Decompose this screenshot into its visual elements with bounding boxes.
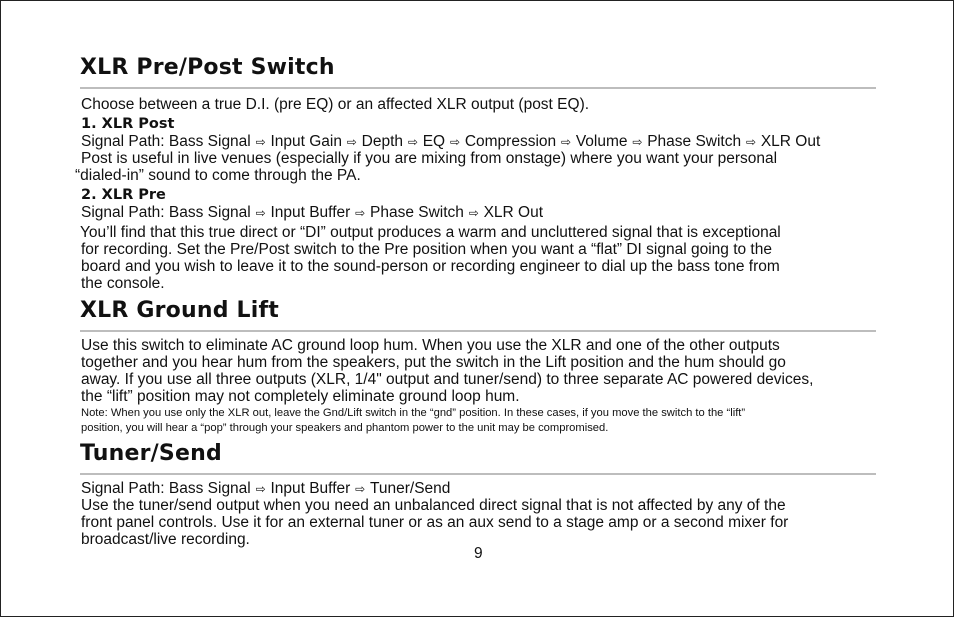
pre-description-line: board and you wish to leave it to the sound-person or recording engineer to dial up the bass tone from — [81, 258, 780, 275]
pre-description-line: for recording. Set the Pre/Post switch to the Pre position when you want a “flat” DI signal going to the — [81, 241, 772, 258]
right-arrow-icon: ⇨ — [446, 135, 464, 149]
right-arrow-icon: ⇨ — [557, 135, 575, 149]
ground-lift-note-line: position, you will hear a “pop” through your speakers and phantom power to the unit may be compromised. — [81, 422, 609, 434]
section-title-xlr-pre-post: XLR Pre/Post Switch — [80, 55, 335, 80]
signal-path-step: Tuner/Send — [369, 480, 451, 497]
signal-path-step: Input Gain — [270, 133, 342, 150]
right-arrow-icon: ⇨ — [351, 482, 369, 496]
section-rule — [80, 330, 876, 332]
signal-path-step: XLR Out — [760, 133, 821, 150]
signal-path-step: Volume — [575, 133, 628, 150]
section-rule — [80, 87, 876, 89]
signal-path-step: EQ — [422, 133, 446, 150]
right-arrow-icon: ⇨ — [251, 135, 270, 149]
section-title-tuner-send: Tuner/Send — [80, 441, 222, 466]
signal-path-step: Phase Switch — [647, 133, 742, 150]
post-description-line: Post is useful in live venues (especially if you are mixing from onstage) where you want your personal — [81, 150, 778, 167]
ground-lift-note-line: Note: When you use only the XLR out, leave the Gnd/Lift switch in the “gnd” position. In these cases, if you move the switch to the “lift” — [81, 407, 746, 419]
signal-path-step: Input Buffer — [270, 480, 351, 497]
right-arrow-icon: ⇨ — [742, 135, 760, 149]
right-arrow-icon: ⇨ — [342, 135, 361, 149]
tuner-body-line: broadcast/live recording. — [81, 531, 250, 548]
right-arrow-icon: ⇨ — [464, 206, 483, 220]
signal-path-pre — [81, 204, 543, 222]
right-arrow-icon: ⇨ — [251, 206, 270, 220]
signal-path-step: Signal Path: Bass Signal — [81, 480, 251, 497]
signal-path-step: Signal Path: Bass Signal — [81, 204, 251, 221]
tuner-body-line: Use the tuner/send output when you need an unbalanced direct signal that is not affected by any of the — [81, 497, 786, 514]
signal-path-tuner — [81, 480, 450, 498]
signal-path-step: XLR Out — [483, 204, 544, 221]
page-number: 9 — [474, 545, 483, 562]
right-arrow-icon: ⇨ — [251, 482, 270, 496]
ground-lift-body-line: together and you hear hum from the speakers, put the switch in the Lift position and the hum should go — [81, 354, 786, 371]
right-arrow-icon: ⇨ — [351, 206, 369, 220]
right-arrow-icon: ⇨ — [404, 135, 422, 149]
ground-lift-body-line: away. If you use all three outputs (XLR, 1/4" output and tuner/send) to three separate AC powered devices, — [81, 371, 814, 388]
ground-lift-body-line: the “lift” position may not completely eliminate ground loop hum. — [81, 388, 520, 405]
subheading-xlr-post: 1. XLR Post — [81, 116, 175, 132]
signal-path-step: Depth — [361, 133, 404, 150]
signal-path-step: Phase Switch — [369, 204, 464, 221]
section-title-xlr-ground-lift: XLR Ground Lift — [80, 298, 279, 323]
right-arrow-icon: ⇨ — [628, 135, 647, 149]
pre-description-line: You’ll find that this true direct or “DI” output produces a warm and uncluttered signal that is exceptional — [80, 224, 781, 241]
signal-path-step: Compression — [464, 133, 557, 150]
tuner-body-line: front panel controls. Use it for an external tuner or as an aux send to a stage amp or a second mixer for — [81, 514, 789, 531]
signal-path-step: Input Buffer — [270, 204, 351, 221]
subheading-xlr-pre: 2. XLR Pre — [81, 187, 166, 203]
pre-description-line: the console. — [81, 275, 165, 292]
signal-path-step: Signal Path: Bass Signal — [81, 133, 251, 150]
signal-path-post — [81, 133, 820, 151]
post-description-line: “dialed-in” sound to come through the PA. — [75, 167, 361, 184]
section-intro: Choose between a true D.I. (pre EQ) or an affected XLR output (post EQ). — [81, 96, 590, 113]
section-rule — [80, 473, 876, 475]
ground-lift-body-line: Use this switch to eliminate AC ground loop hum. When you use the XLR and one of the other outputs — [81, 337, 780, 354]
